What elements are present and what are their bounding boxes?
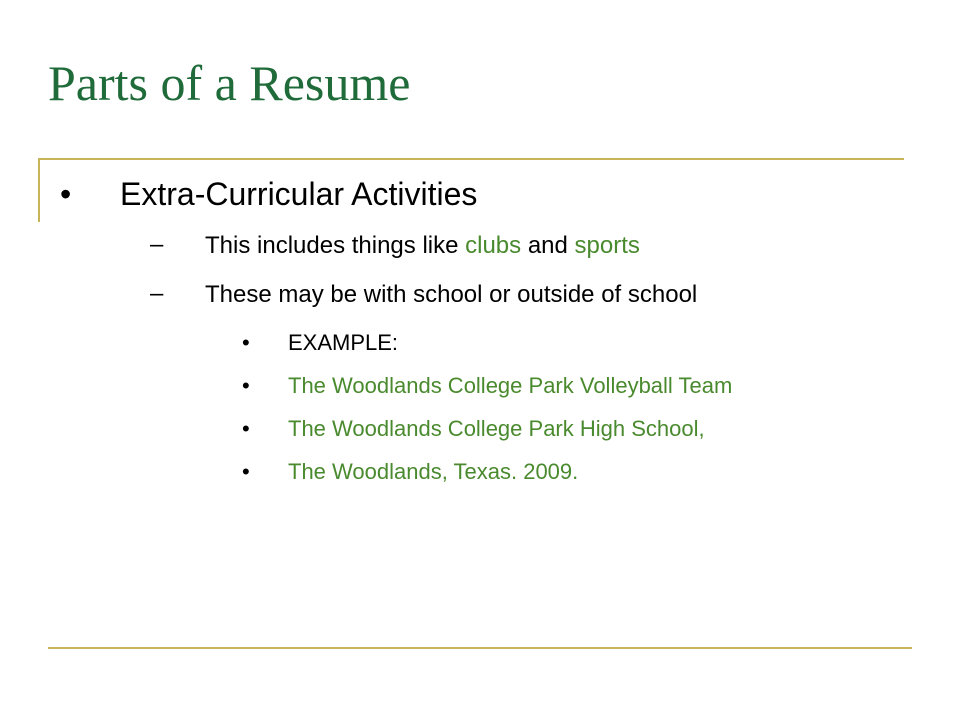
bottom-rule (48, 647, 912, 649)
bullet-icon: • (242, 373, 250, 398)
example-line-2: The Woodlands College Park High School, (288, 416, 705, 441)
left-rule (38, 158, 40, 222)
highlight-clubs: clubs (465, 232, 522, 259)
bullet-icon: • (242, 459, 250, 484)
heading-extra-curricular: Extra-Curricular Activities (120, 176, 478, 212)
sub-item-text: and (521, 232, 575, 259)
bullet-icon: • (242, 416, 250, 441)
example-line-1: The Woodlands College Park Volleyball Team (288, 373, 733, 398)
slide-title: Parts of a Resume (48, 55, 411, 111)
example-line-3: The Woodlands, Texas. 2009. (288, 459, 579, 484)
top-rule (40, 158, 904, 160)
sub-item-text: This includes things like (205, 232, 466, 259)
highlight-sports: sports (574, 232, 640, 259)
sub-item-clubs-sports (205, 234, 640, 258)
example-label: EXAMPLE: (288, 330, 399, 355)
bullet-icon: • (242, 330, 250, 355)
dash-icon: – (150, 231, 164, 258)
sub-item-school: These may be with school or outside of school (205, 281, 698, 308)
dash-icon: – (150, 280, 164, 307)
bullet-icon: • (60, 176, 72, 212)
